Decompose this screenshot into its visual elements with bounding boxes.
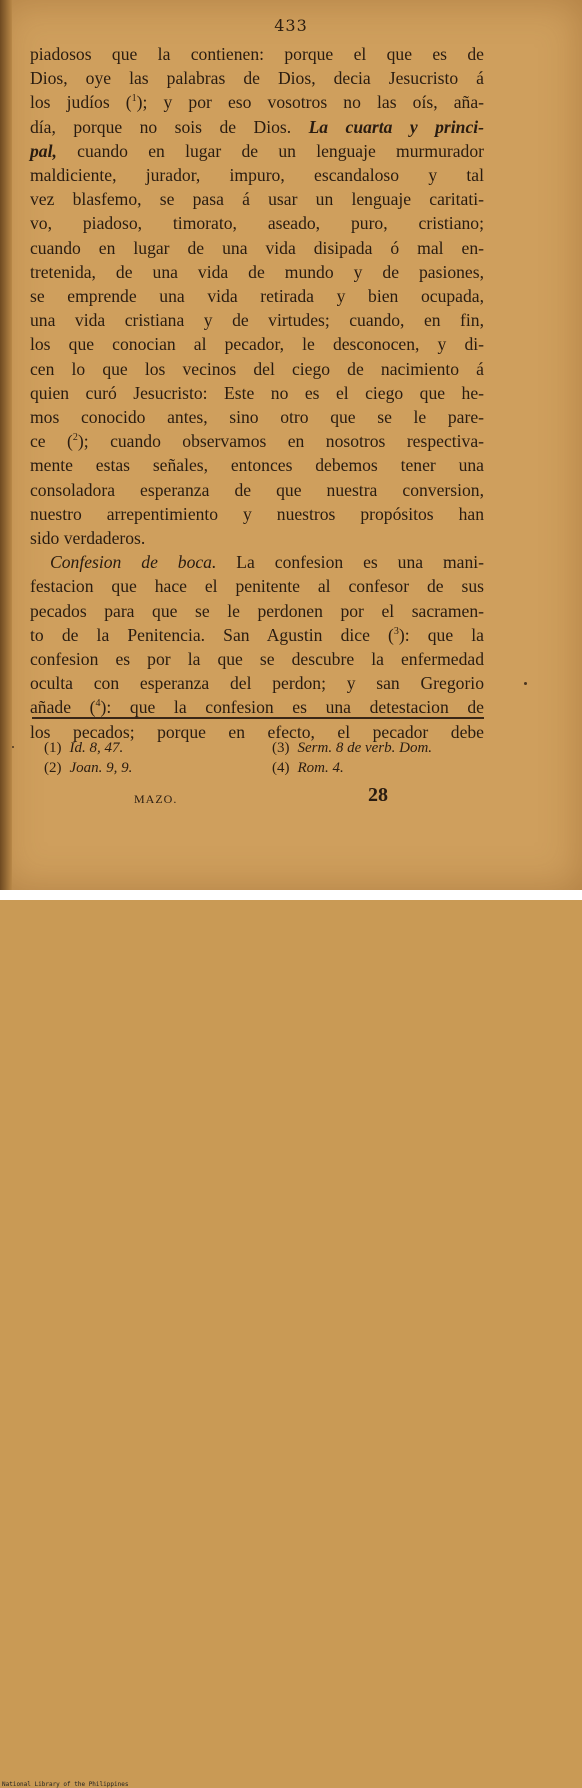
- text-run: mente estas señales, entonces debemos tener una: [30, 455, 484, 476]
- text-line: [30, 236, 484, 260]
- footnote-text: Rom. 4.: [297, 760, 344, 776]
- text-run: añade (: [30, 697, 96, 718]
- text-line: [30, 115, 484, 139]
- text-line: [30, 647, 484, 671]
- footnote-mark: (3): [272, 740, 290, 756]
- text-run: los judíos (: [30, 92, 132, 113]
- text-line: [30, 574, 484, 598]
- text-run: Dios, oye las palabras de Dios, decia Jesucristo á: [30, 68, 484, 89]
- text-run: maldiciente, jurador, impuro, escandaloso y tal: [30, 165, 484, 186]
- footnote-ref: 2: [72, 432, 78, 444]
- footnote-4: [272, 760, 344, 777]
- text-run: quien curó Jesucristo: Este no es el ciego que he-: [30, 382, 484, 403]
- text-line: [30, 429, 484, 453]
- text-line: [30, 139, 484, 163]
- signature-number: 28: [368, 784, 388, 806]
- text-run: Confesion de boca.: [50, 552, 217, 573]
- text-run: los que conocian al pecador, le desconocen, y di-: [30, 334, 484, 355]
- text-run: tretenida, de una vida de mundo y de pasiones,: [30, 261, 484, 282]
- text-run: mos conocido antes, sino otro que se le pare-: [30, 407, 484, 428]
- footnote-ref: 3: [393, 626, 399, 638]
- text-run: piadosos que la contienen: porque el que es de: [30, 44, 484, 64]
- footnote-text: Serm. 8 de verb. Dom.: [297, 740, 433, 756]
- text-line: [30, 671, 484, 695]
- text-run: oculta con esperanza del perdon; y san Gregorio: [30, 673, 484, 694]
- text-line: [30, 284, 484, 308]
- text-run: nuestro arrepentimiento y nuestros propósitos han: [30, 503, 484, 524]
- text-run: sido verdaderos.: [30, 528, 146, 549]
- text-line: [30, 357, 484, 381]
- text-run: día, porque no sois de Dios.: [30, 116, 309, 137]
- text-line: [30, 90, 484, 114]
- footnote-ref: 1: [131, 93, 137, 105]
- footnote-text: Joan. 9, 9.: [69, 760, 133, 776]
- text-run: ); cuando observamos en nosotros respectiva-: [77, 431, 484, 452]
- footnote-rule: [32, 717, 484, 719]
- text-run: cuando en lugar de una vida disipada ó mal en-: [30, 237, 484, 258]
- footnote-2: [44, 760, 132, 777]
- text-line: [30, 453, 484, 477]
- text-run: pecados para que se le perdonen por el sacramen-: [30, 600, 484, 621]
- text-run: ): que la confesion es una detestacion de: [100, 697, 484, 718]
- text-run: cen lo que los vecinos del ciego de nacimiento á: [30, 358, 484, 379]
- text-line: [30, 163, 484, 187]
- text-run: cuando en lugar de un lenguaje murmurador: [56, 140, 484, 161]
- text-run: pal,: [30, 140, 57, 161]
- text-line: [30, 211, 484, 235]
- text-line: [30, 550, 484, 574]
- footnote-mark: (4): [272, 760, 290, 776]
- text-line: [30, 66, 484, 90]
- text-run: confesion es por la que se descubre la enfermedad: [30, 649, 484, 670]
- text-run: La confesion es una mani-: [216, 552, 485, 573]
- footnote-text: Id. 8, 47.: [69, 740, 124, 756]
- text-run: se emprende una vida retirada y bien ocupada,: [30, 286, 484, 307]
- text-run: La cuarta y princi-: [308, 116, 485, 137]
- text-line: [30, 332, 484, 356]
- text-run: ); y por eso vosotros no las oís, aña-: [136, 92, 484, 113]
- page-gutter: [0, 0, 12, 890]
- text-line: [30, 187, 484, 211]
- ink-speck: [12, 746, 14, 748]
- text-line: [30, 381, 484, 405]
- footer-bar: [0, 890, 582, 1788]
- text-line: [30, 42, 484, 66]
- footnote-3: [272, 740, 432, 757]
- text-run: ): que la: [398, 624, 484, 645]
- body-text: [30, 42, 484, 744]
- text-run: vo, piadoso, timorato, aseado, puro, cristiano;: [30, 213, 484, 234]
- footnote-mark: (1): [44, 740, 62, 756]
- text-line: [30, 405, 484, 429]
- page-number: 433: [274, 16, 308, 35]
- text-run: consoladora esperanza de que nuestra conversion,: [30, 479, 484, 500]
- footer-credit: National Library of the Philippines: [2, 1781, 129, 1788]
- text-run: festacion que hace el penitente al confesor de sus: [30, 576, 484, 597]
- ink-speck: [524, 682, 527, 685]
- text-run: los pecados; porque en efecto, el pecador debe: [30, 721, 484, 742]
- text-run: to de la Penitencia. San Agustin dice (: [30, 624, 394, 645]
- text-line: [30, 502, 484, 526]
- footnote-ref: 4: [95, 698, 101, 710]
- text-line: [30, 308, 484, 332]
- text-run: ce (: [30, 431, 73, 452]
- text-line: [30, 623, 484, 647]
- signature-mark: MAZO.: [134, 792, 178, 806]
- text-run: vez blasfemo, se pasa á usar un lenguaje caritati-: [30, 189, 484, 210]
- book-page: [0, 0, 582, 890]
- footnote-mark: (2): [44, 760, 62, 776]
- footnote-1: [44, 740, 123, 757]
- text-line: [30, 526, 484, 550]
- text-line: [30, 260, 484, 284]
- text-line: [30, 478, 484, 502]
- text-run: una vida cristiana y de virtudes; cuando, en fin,: [30, 310, 484, 331]
- text-line: [30, 599, 484, 623]
